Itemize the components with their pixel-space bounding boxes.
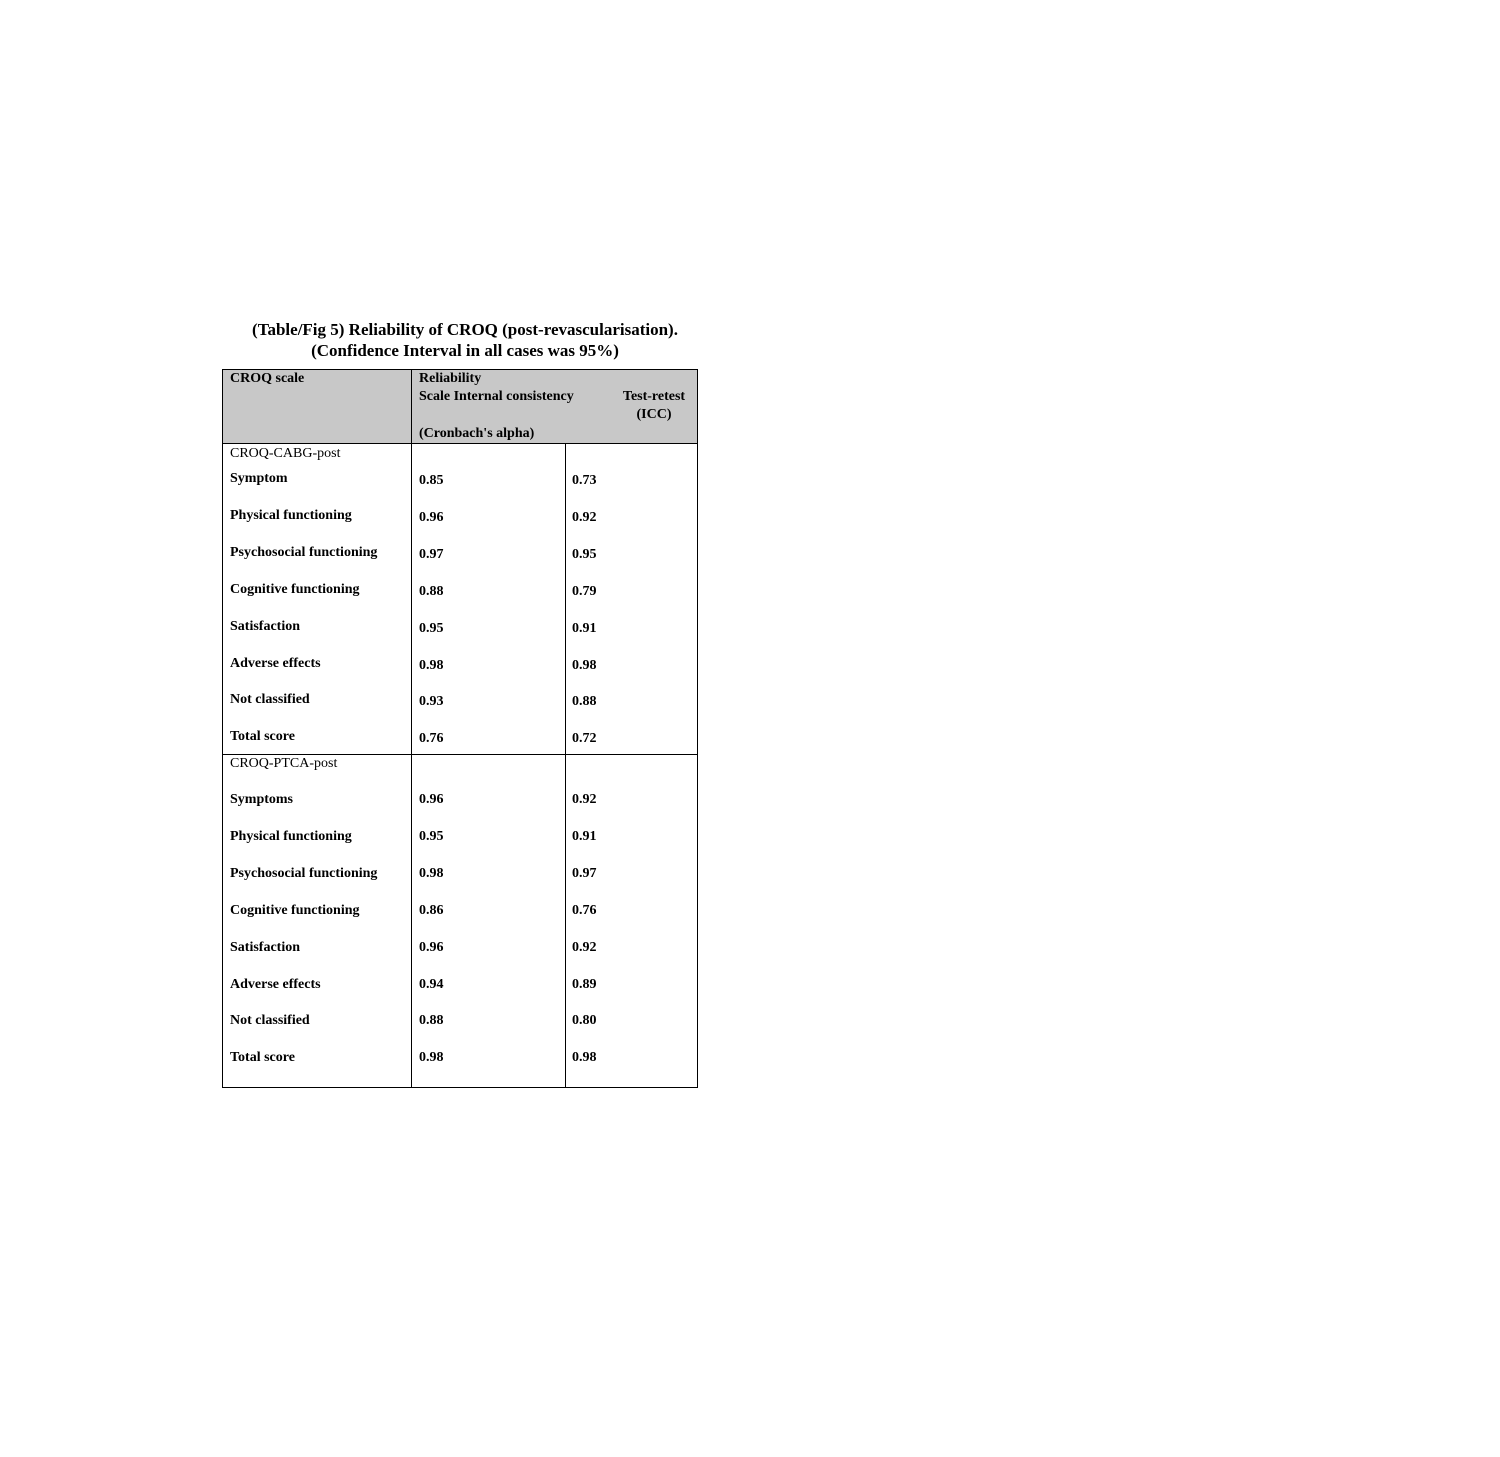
row-label: Psychosocial functioning: [230, 545, 378, 560]
cronbach-alpha-value: 0.94: [419, 977, 444, 992]
row-label: Symptom: [230, 471, 288, 486]
section-title: CROQ-PTCA-post: [230, 756, 338, 771]
cronbach-alpha-value: 0.88: [419, 584, 444, 599]
row-label: Adverse effects: [230, 656, 321, 671]
icc-value: 0.91: [572, 621, 597, 636]
row-label: Not classified: [230, 1013, 310, 1028]
cronbach-alpha-value: 0.98: [419, 866, 444, 881]
reliability-table: [222, 369, 698, 1088]
row-label: Satisfaction: [230, 619, 300, 634]
icc-value: 0.79: [572, 584, 597, 599]
header-cronbach-alpha: (Cronbach's alpha): [419, 426, 535, 441]
row-label: Physical functioning: [230, 829, 352, 844]
section-title: CROQ-CABG-post: [230, 446, 341, 461]
caption-line-2: (Confidence Interval in all cases was 95%): [311, 341, 619, 360]
row-label: Cognitive functioning: [230, 903, 360, 918]
cronbach-alpha-value: 0.86: [419, 903, 444, 918]
row-label: Psychosocial functioning: [230, 866, 378, 881]
header-reliability: Reliability: [419, 371, 482, 386]
row-label: Adverse effects: [230, 977, 321, 992]
column-divider-1: [411, 370, 412, 1087]
icc-value: 0.76: [572, 903, 597, 918]
cronbach-alpha-value: 0.88: [419, 1013, 444, 1028]
icc-value: 0.73: [572, 473, 597, 488]
cronbach-alpha-value: 0.96: [419, 510, 444, 525]
row-label: Satisfaction: [230, 940, 300, 955]
table-caption: [222, 319, 708, 361]
cronbach-alpha-value: 0.95: [419, 829, 444, 844]
icc-value: 0.72: [572, 731, 597, 746]
icc-value: 0.98: [572, 658, 597, 673]
row-label: Cognitive functioning: [230, 582, 360, 597]
row-label: Total score: [230, 1050, 295, 1065]
header-croq-scale: CROQ scale: [230, 371, 305, 386]
icc-value: 0.88: [572, 694, 597, 709]
cronbach-alpha-value: 0.98: [419, 1050, 444, 1065]
column-divider-2: [565, 444, 566, 1087]
cronbach-alpha-value: 0.96: [419, 792, 444, 807]
table-header: [223, 370, 697, 444]
cronbach-alpha-value: 0.96: [419, 940, 444, 955]
cronbach-alpha-value: 0.95: [419, 621, 444, 636]
caption-line-1: (Table/Fig 5) Reliability of CROQ (post-revascularisation).: [252, 320, 678, 339]
cronbach-alpha-value: 0.98: [419, 658, 444, 673]
icc-value: 0.92: [572, 510, 597, 525]
cronbach-alpha-value: 0.93: [419, 694, 444, 709]
cronbach-alpha-value: 0.76: [419, 731, 444, 746]
icc-value: 0.98: [572, 1050, 597, 1065]
cronbach-alpha-value: 0.97: [419, 547, 444, 562]
row-label: Symptoms: [230, 792, 294, 807]
header-internal-consistency: Scale Internal consistency: [419, 389, 574, 404]
cronbach-alpha-value: 0.85: [419, 473, 444, 488]
header-test-retest: Test-retest: [622, 389, 686, 404]
header-icc: (ICC): [636, 407, 672, 422]
row-label: Not classified: [230, 692, 310, 707]
icc-value: 0.97: [572, 866, 597, 881]
icc-value: 0.91: [572, 829, 597, 844]
icc-value: 0.92: [572, 792, 597, 807]
icc-value: 0.95: [572, 547, 597, 562]
row-label: Physical functioning: [230, 508, 352, 523]
icc-value: 0.80: [572, 1013, 597, 1028]
icc-value: 0.92: [572, 940, 597, 955]
row-label: Total score: [230, 729, 295, 744]
icc-value: 0.89: [572, 977, 597, 992]
